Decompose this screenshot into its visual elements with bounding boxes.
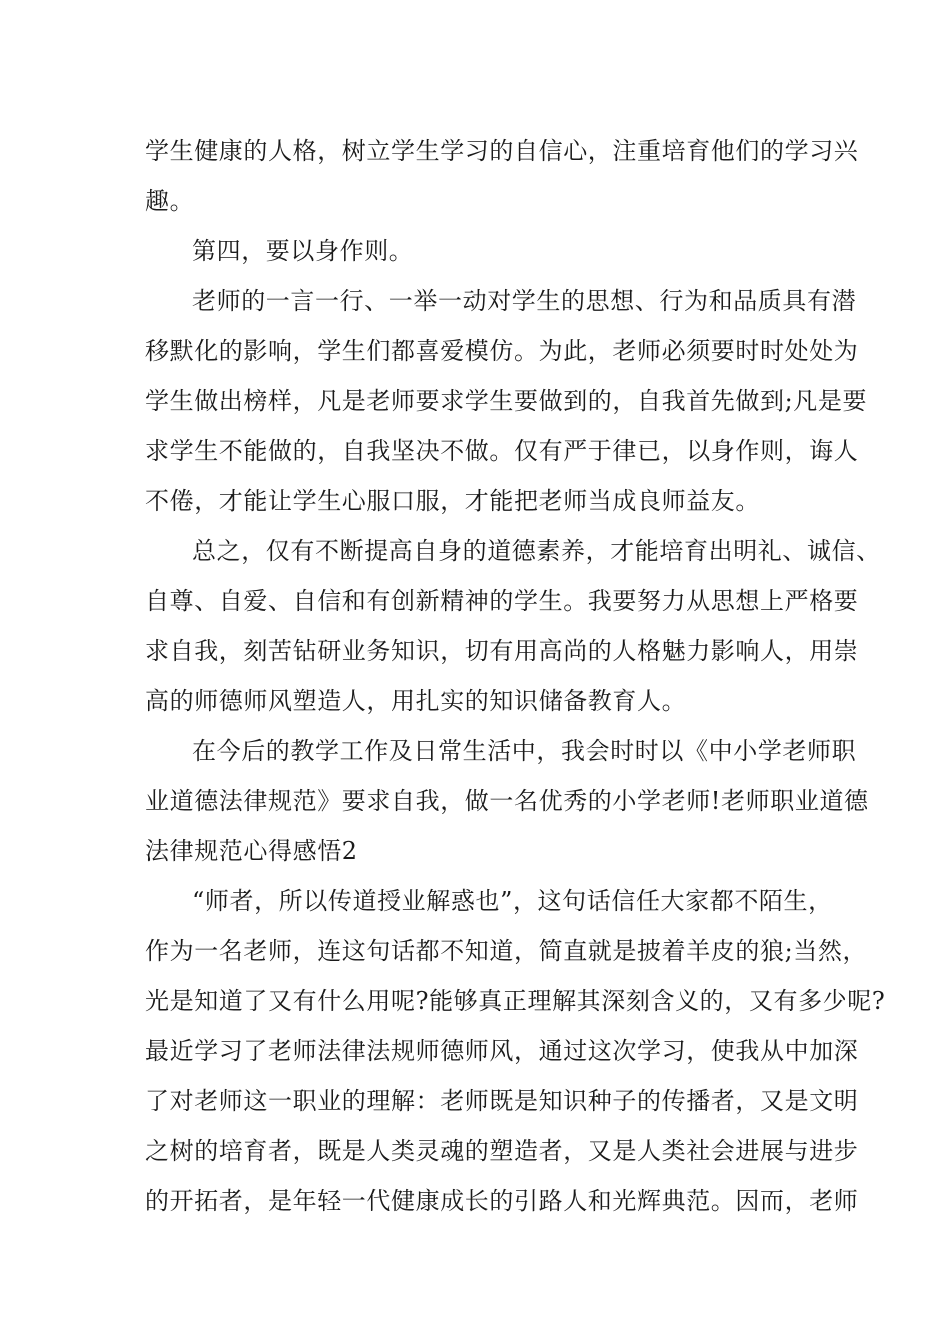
- text-line-22: 的开拓者，是年轻一代健康成长的引路人和光辉典范。因而，老师: [145, 1187, 859, 1215]
- text-line-9: 总之，仅有不断提高自身的道德素养，才能培育出明礼、诚信、: [192, 537, 881, 565]
- text-line-8: 不倦，才能让学生心服口服，才能把老师当成良师益友。: [145, 487, 760, 515]
- text-line-7: 求学生不能做的，自我坚决不做。仅有严于律已，以身作则，诲人: [145, 437, 859, 465]
- text-line-5: 移默化的影响，学生们都喜爱模仿。为此，老师必须要时时处处为: [145, 337, 859, 365]
- text-line-19: 最近学习了老师法律法规师德师风，通过这次学习，使我从中加深: [145, 1037, 859, 1065]
- text-line-1: 学生健康的人格，树立学生学习的自信心，注重培育他们的学习兴: [145, 137, 859, 165]
- section-heading-fourth: 第四，要以身作则。: [192, 237, 414, 265]
- text-line-13: 在今后的教学工作及日常生活中，我会时时以《中小学老师职: [192, 737, 857, 765]
- text-line-14: 业道德法律规范》要求自我，做一名优秀的小学老师!老师职业道德: [145, 787, 869, 815]
- text-line-11: 求自我，刻苦钻研业务知识，切有用高尚的人格魅力影响人，用崇: [145, 637, 859, 665]
- text-line-16: “师者，所以传道授业解惑也”，这句话信任大家都不陌生，: [192, 887, 833, 915]
- text-line-17: 作为一名老师，连这句话都不知道，简直就是披着羊皮的狼;当然，: [145, 937, 868, 965]
- text-line-6: 学生做出榜样，凡是老师要求学生要做到的，自我首先做到;凡是要: [145, 387, 868, 415]
- text-line-2: 趣。: [145, 187, 195, 215]
- section-title-2: 法律规范心得感悟2: [145, 837, 358, 865]
- text-line-21: 之树的培育者，既是人类灵魂的塑造者，又是人类社会进展与进步: [145, 1137, 859, 1165]
- text-line-10: 自尊、自爱、自信和有创新精神的学生。我要努力从思想上严格要: [145, 587, 859, 615]
- text-line-20: 了对老师这一职业的理解：老师既是知识种子的传播者，又是文明: [145, 1087, 859, 1115]
- text-line-18: 光是知道了又有什么用呢?能够真正理解其深刻含义的，又有多少呢?: [145, 987, 886, 1015]
- text-line-4: 老师的一言一行、一举一动对学生的思想、行为和品质具有潜: [192, 287, 857, 315]
- text-line-12: 高的师德师风塑造人，用扎实的知识储备教育人。: [145, 687, 687, 715]
